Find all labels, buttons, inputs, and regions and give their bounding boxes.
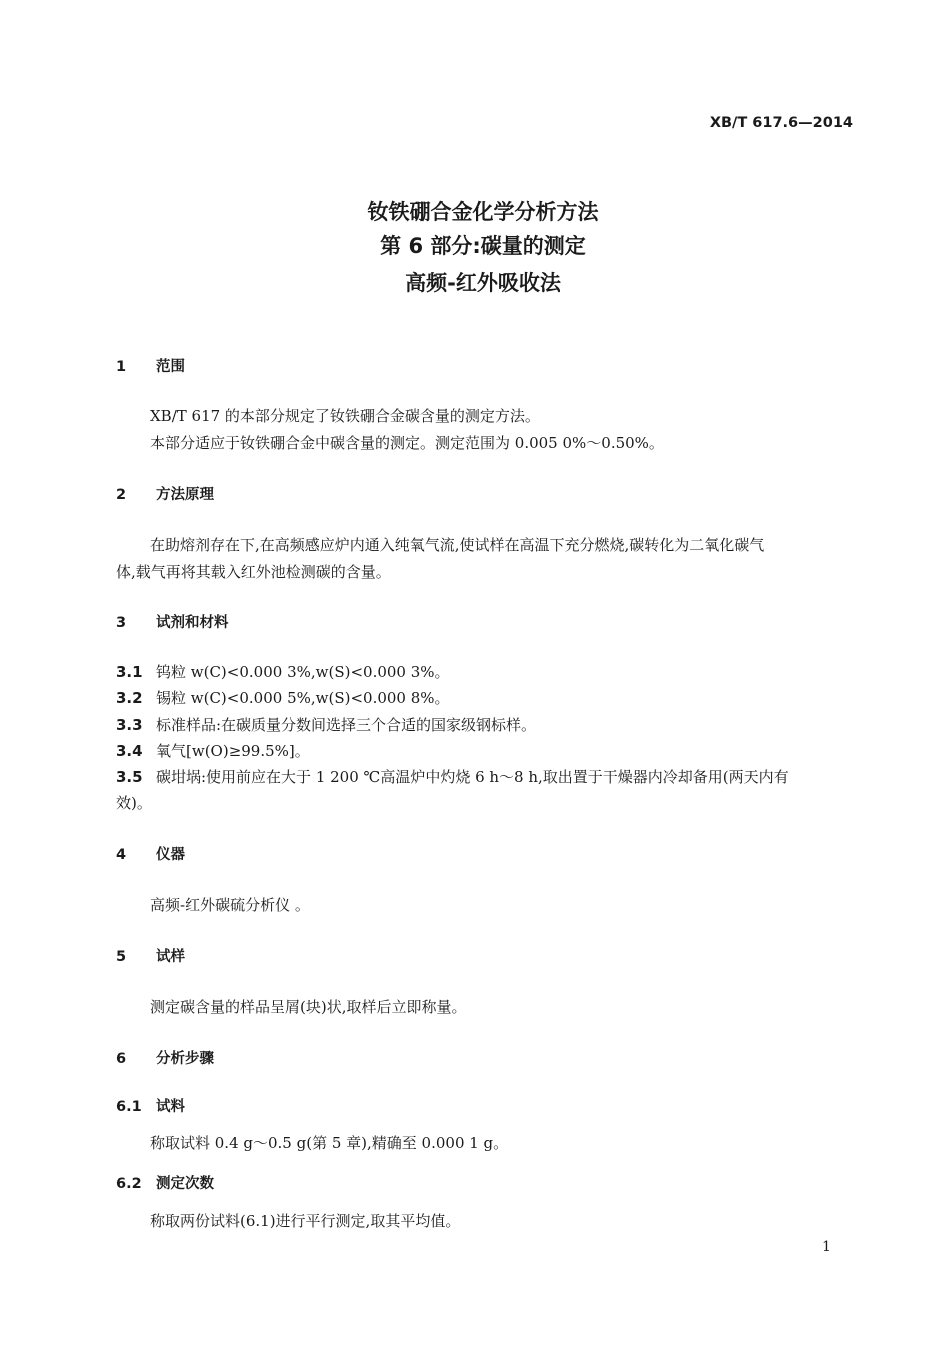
- section-number: 4: [116, 847, 127, 863]
- section-title: 试料: [156, 1099, 185, 1115]
- list-item: [116, 688, 450, 708]
- paragraph: 体,载气再将其载入红外池检测碳的含量。: [116, 563, 391, 581]
- section-number: 6.1: [116, 1099, 142, 1115]
- paragraph: XB/T 617 的本部分规定了钕铁硼合金碳含量的测定方法。: [150, 407, 540, 425]
- subsection-heading-6-1: [116, 1097, 185, 1117]
- item-number: 3.3: [116, 716, 143, 734]
- standard-number: XB/T 617.6—2014: [709, 115, 853, 131]
- section-title: 方法原理: [156, 487, 214, 503]
- subsection-heading-6-2: [116, 1174, 214, 1194]
- title-line-3: 高频-红外吸收法: [405, 271, 561, 295]
- section-number: 5: [116, 949, 127, 965]
- list-item: [116, 741, 310, 761]
- page-number: 1: [822, 1239, 831, 1255]
- title-line-1: 钕铁硼合金化学分析方法: [367, 200, 599, 224]
- item-number: 3.1: [116, 663, 143, 681]
- item-text: 锡粒 w(C)<0.000 5%,w(S)<0.000 8%。: [156, 689, 450, 707]
- section-heading-3: [116, 613, 229, 633]
- item-text: 钨粒 w(C)<0.000 3%,w(S)<0.000 3%。: [156, 663, 450, 681]
- section-title: 试样: [156, 949, 185, 965]
- section-number: 3: [116, 615, 127, 631]
- section-title: 试剂和材料: [156, 615, 229, 631]
- list-item: [116, 767, 789, 787]
- item-text: 碳坩埚:使用前应在大于 1 200 ℃高温炉中灼烧 6 h～8 h,取出置于干燥器内冷却备用(两天内有: [156, 768, 789, 786]
- item-number: 3.5: [116, 768, 143, 786]
- section-title: 范围: [156, 359, 185, 375]
- paragraph: 在助熔剂存在下,在高频感应炉内通入纯氧气流,使试样在高温下充分燃烧,碳转化为二氧化碳气: [150, 536, 765, 554]
- list-item: [116, 662, 450, 682]
- list-item: [116, 715, 536, 735]
- section-number: 6.2: [116, 1176, 142, 1192]
- item-text: 氧气[w(O)≥99.5%]。: [156, 742, 310, 760]
- section-title: 仪器: [156, 847, 185, 863]
- section-number: 2: [116, 487, 127, 503]
- list-item-continuation: 效)。: [116, 794, 152, 812]
- section-number: 6: [116, 1051, 127, 1067]
- item-number: 3.4: [116, 742, 143, 760]
- paragraph: 称取试料 0.4 g～0.5 g(第 5 章),精确至 0.000 1 g。: [150, 1134, 509, 1152]
- section-title: 分析步骤: [156, 1051, 214, 1067]
- section-heading-4: [116, 845, 185, 865]
- section-heading-1: [116, 357, 185, 377]
- title-line-2: 第 6 部分:碳量的测定: [380, 234, 586, 258]
- item-text: 标准样品:在碳质量分数间选择三个合适的国家级钢标样。: [156, 716, 537, 734]
- paragraph: 称取两份试料(6.1)进行平行测定,取其平均值。: [150, 1212, 461, 1230]
- item-number: 3.2: [116, 689, 143, 707]
- section-heading-2: [116, 485, 214, 505]
- paragraph: 本部分适应于钕铁硼合金中碳含量的测定。测定范围为 0.005 0%～0.50%。: [150, 434, 664, 452]
- paragraph: 高频-红外碳硫分析仪 。: [150, 896, 310, 914]
- section-title: 测定次数: [156, 1176, 214, 1192]
- paragraph: 测定碳含量的样品呈屑(块)状,取样后立即称量。: [150, 998, 467, 1016]
- section-heading-5: [116, 947, 185, 967]
- section-number: 1: [116, 359, 127, 375]
- section-heading-6: [116, 1049, 214, 1069]
